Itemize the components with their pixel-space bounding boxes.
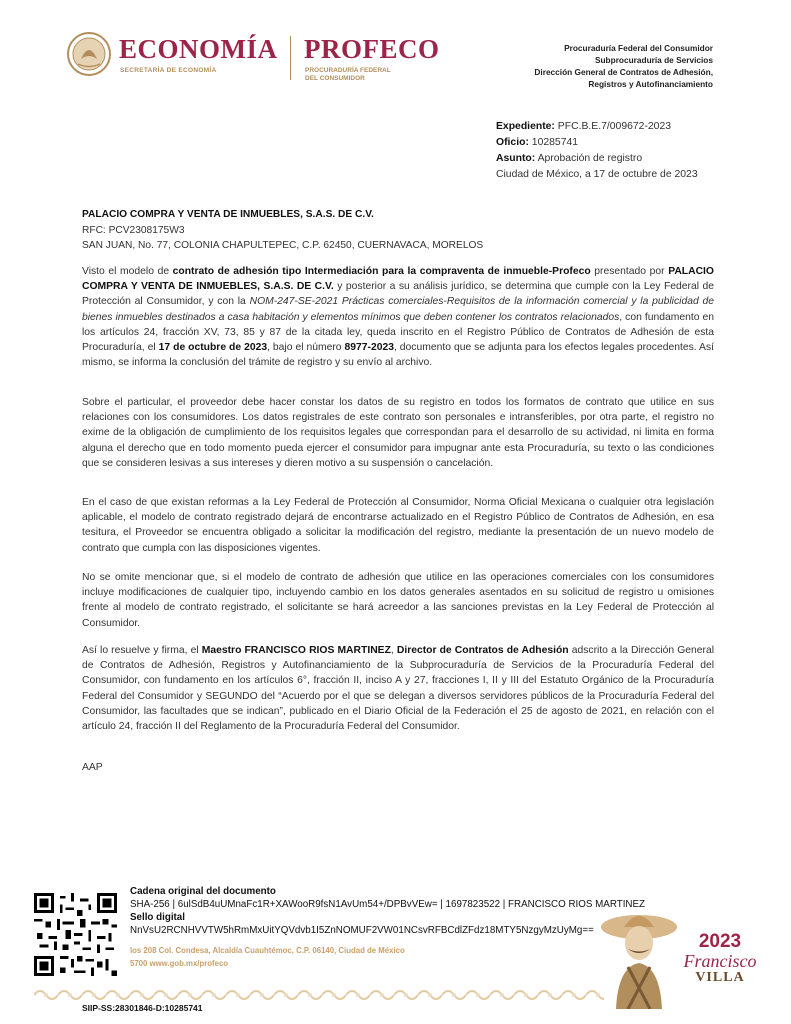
paragraph-signature	[82, 643, 714, 734]
text-run: , bajo el número	[267, 342, 345, 354]
emblem-surname: VILLA	[695, 970, 745, 985]
siip-code: SIIP-SS:28301846-D:10285741	[82, 1003, 203, 1013]
economia-subtitle: SECRETARÍA DE ECONOMÍA	[120, 67, 217, 74]
signer-title: Director de Contratos de Adhesión	[396, 645, 569, 656]
text-run: Visto el modelo de	[82, 266, 173, 277]
footer-web: 5700 www.gob.mx/profeco	[130, 959, 229, 968]
recipient-address: SAN JUAN, No. 77, COLONIA CHAPULTEPEC, C.P. 62450, CUERNAVACA, MORELOS	[82, 240, 484, 251]
profeco-brand: PROFECO	[304, 34, 440, 64]
office-line: Subprocuraduría de Servicios	[594, 55, 713, 65]
francisco-villa-portrait-icon	[598, 905, 680, 1009]
oficio-value: 10285741	[531, 137, 579, 148]
paragraph-registration	[82, 264, 714, 370]
emblem-name: Francisco	[683, 951, 757, 971]
initials: AAP	[82, 762, 103, 773]
office-line: Dirección General de Contratos de Adhesión,	[534, 67, 713, 77]
document-meta	[496, 119, 698, 183]
economia-brand: ECONOMÍA	[119, 34, 278, 64]
cadena-value: SHA-256 | 6ulSdB4uUMnaFc1R+XAWooR9fsN1AvUm54+/DPBvVEw= | 1697823522 | FRANCISCO RIOS MARTINEZ	[130, 899, 646, 910]
text-run: adscrito a la Dirección General de Contratos de Adhesión, Registros y Autofinanciamiento de la Subprocuraduría de Servicios de la Procuraduría Federal del Consumidor, con fundamento en los artículos 6°, fracción II, inciso A y 27, fracciones I, II y III del Estatuto Orgánico de la Procuraduría Federal del Consumidor y SEGUNDO del “Acuerdo por el que se delegan a diversos servidores públicos de la Procuraduría Federal del Consumidor, las facultades que se indican”, publicado en el Diario Oficial de la Federación el 25 de agosto de 2021, en relación con el artículo 24, fracción II del Reglamento de la Procuraduría Federal del Consumidor.	[82, 645, 715, 733]
sello-label: Sello digital	[130, 912, 185, 923]
registration-date: 17 de octubre de 2023	[158, 342, 268, 354]
expediente-value: PFC.B.E.7/009672-2023	[557, 121, 672, 132]
recipient-rfc: RFC: PCV2308175W3	[82, 224, 185, 236]
asunto-value: Aprobación de registro	[537, 153, 643, 164]
recipient-name: PALACIO COMPRA Y VENTA DE INMUEBLES, S.A.S. DE C.V.	[82, 209, 374, 220]
text-run: , documento que se adjunta para los efectos legales procedentes. Así mismo, se informa la conclusión del trámite de registro y su envío al archivo.	[82, 342, 714, 369]
paragraph-reforms: En el caso de que existan reformas a la Ley Federal de Protección al Consumidor, Norma Oficial Mexicana o cualquier otra legislación aplicable, el modelo de contrato registrado dejará de encontrarse actualizado en el Registro Público de Contratos de Adhesión, en esa tesitura, el Proveedor se encuentra obligado a solicitar la modificación del registro, mediante la presentación de un nuevo modelo de contrato que cumpla con las disposiciones vigentes.	[82, 497, 714, 554]
text-run: Así lo resuelve y firma, el	[82, 645, 202, 656]
contract-type: contrato de adhesión tipo Intermediación para la compraventa de inmueble-Profeco	[172, 266, 591, 277]
text-run: ,	[390, 645, 397, 656]
office-line: Procuraduría Federal del Consumidor	[564, 43, 713, 53]
cadena-label: Cadena original del documento	[130, 886, 276, 897]
sello-value: NnVsU2RCNHVVTW5hRmMxUitYQVdvb1I5ZnNOMUF2VW01NCsvRFBCdlZFdz18MTY5NzgyMzUyMg==	[130, 925, 594, 936]
issuing-office	[534, 42, 713, 90]
villa-2023-emblem	[680, 932, 760, 985]
decorative-pattern-band	[34, 986, 604, 1004]
text-run: , con fundamento en los artículos 24, fracción XV, 73, 85 y 87 de la citada ley, queda inscrito en el Registro Público de Contratos de Adhesión de esta Procuraduría, el	[82, 311, 714, 354]
document-date: Ciudad de México, a 17 de octubre de 2023	[496, 169, 698, 180]
qr-code-icon	[34, 893, 117, 976]
paragraph-modifications: No se omite mencionar que, si el modelo de contrato de adhesión que utilice en las operaciones comerciales con los consumidores incluye modificaciones de cualquier tipo, incluyendo cambio en los datos generales asentados en su solicitud de registro u omisiones frente al modelo de contrato registrado, el solicitante se hará acreedor a las sanciones previstas en la Ley Federal de Protección al Consumidor.	[82, 572, 714, 629]
asunto-label: Asunto:	[496, 153, 536, 164]
eagle-seal-icon	[66, 31, 112, 77]
footer-address: los 208 Col. Condesa, Alcaldía Cuauhtémoc, C.P. 06140, Ciudad de México	[130, 946, 405, 955]
profeco-subtitle-1: PROCURADURÍA FEDERAL	[305, 67, 391, 74]
text-run: y posterior a su análisis jurídico, se determina que cumple con la Ley Federal de Protección al Consumidor, y con la	[82, 281, 715, 308]
signer-name: Maestro FRANCISCO RIOS MARTINEZ	[201, 645, 391, 656]
company-name: PALACIO COMPRA Y VENTA DE INMUEBLES, S.A.S. DE C.V.	[82, 266, 714, 293]
paragraph-obligations: Sobre el particular, el proveedor debe hacer constar los datos de su registro en todos los formatos de contrato que utilice en sus relaciones con los consumidores. Los datos registrales de este contrato son personales e intransferibles, por otra parte, el registro no exime de la obligación de cumplimiento de los requisitos legales que correspondan para el desarrollo de su actividad, ni limita en forma alguna el derecho que en todo momento pueda ejercer el consumidor para impugnar ante esta Procuraduría, su texto o las condiciones que se consideren lesivas a sus intereses y dieren motivo a su suspensión o cancelación.	[82, 397, 714, 469]
brand-divider	[290, 36, 291, 80]
text-run: presentado por	[590, 266, 669, 277]
profeco-subtitle-2: DEL CONSUMIDOR	[305, 75, 365, 82]
office-line: Registros y Autofinanciamiento	[588, 79, 713, 89]
registration-number: 8977-2023	[344, 342, 394, 354]
emblem-year: 2023	[698, 931, 742, 952]
oficio-label: Oficio:	[496, 137, 529, 148]
recipient-block	[82, 207, 483, 254]
norm-reference: NOM-247-SE-2021 Prácticas comerciales-Requisitos de la información comercial y la publicidad de bienes inmuebles destinados a casa habitación y elementos mínimos que deben contener los contratos relacionados	[82, 296, 714, 323]
expediente-label: Expediente:	[496, 121, 555, 132]
